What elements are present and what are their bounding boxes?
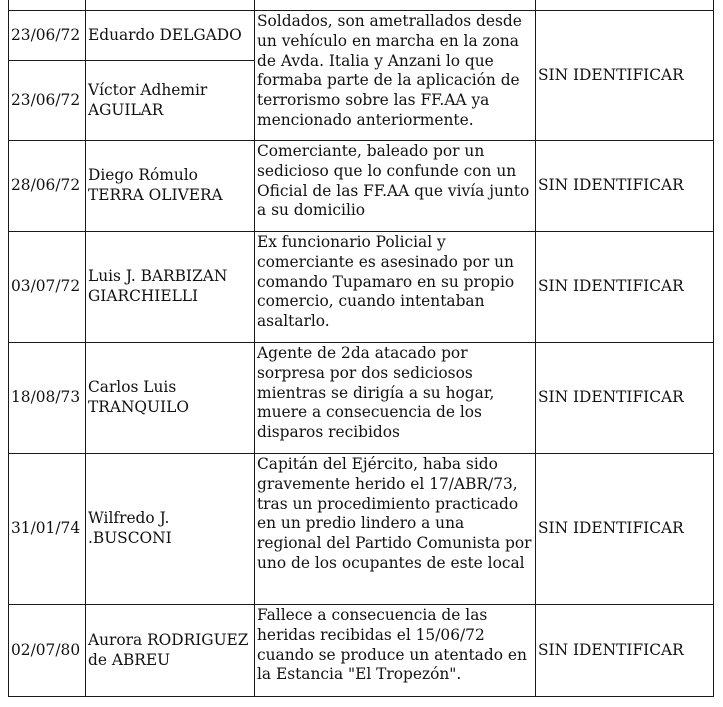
- name-cell: Carlos Luis TRANQUILO: [86, 343, 255, 454]
- name-cell: Luis J. BARBIZAN GIARCHIELLI: [86, 232, 255, 343]
- top-stub-cell: [255, 0, 536, 11]
- description-cell: Comerciante, baleado por un sedicioso que lo confunde con un Oficial de las FF.AA que vivía junto a su domicilio: [255, 141, 536, 232]
- table-row: [9, 605, 714, 697]
- name-cell: Aurora RODRIGUEZ de ABREU: [86, 605, 255, 697]
- table-row: [9, 11, 714, 61]
- name-cell: Víctor Adhemir AGUILAR: [86, 61, 255, 141]
- top-stub-cell: [86, 0, 255, 11]
- description-cell: Capitán del Ejército, haba sido gravemente herido el 17/ABR/73, tras un procedimiento practicado en un predio lindero a una regional del Partido Comunista por uno de los ocupantes de este local: [255, 454, 536, 605]
- status-cell: SIN IDENTIFICAR: [536, 605, 714, 697]
- date-cell: 02/07/80: [9, 605, 86, 697]
- description-cell: Agente de 2da atacado por sorpresa por dos sediciosos mientras se dirigía a su hogar, muere a consecuencia de los disparos recibidos: [255, 343, 536, 454]
- description-cell: Fallece a consecuencia de las heridas recibidas el 15/06/72 cuando se produce un atentado en la Estancia "El Tropezón".: [255, 605, 536, 697]
- table-row: [9, 454, 714, 605]
- victims-table: [8, 0, 714, 697]
- table-row: [9, 141, 714, 232]
- status-cell: SIN IDENTIFICAR: [536, 343, 714, 454]
- top-stub-cell: [9, 0, 86, 11]
- table-row-top-stub: [9, 0, 714, 11]
- description-cell: Soldados, son ametrallados desde un vehículo en marcha en la zona de Avda. Italia y Anzani lo que formaba parte de la aplicación de terrorismo sobre las FF.AA ya mencionado anteriormente.: [255, 11, 536, 141]
- name-cell: Wilfredo J. .BUSCONI: [86, 454, 255, 605]
- table-row: [9, 343, 714, 454]
- date-cell: 23/06/72: [9, 61, 86, 141]
- date-cell: 18/08/73: [9, 343, 86, 454]
- description-cell: Ex funcionario Policial y comerciante es asesinado por un comando Tupamaro en su propio comercio, cuando intentaban asaltarlo.: [255, 232, 536, 343]
- date-cell: 03/07/72: [9, 232, 86, 343]
- top-stub-cell: [536, 0, 714, 11]
- date-cell: 23/06/72: [9, 11, 86, 61]
- table-row: [9, 232, 714, 343]
- status-cell: SIN IDENTIFICAR: [536, 141, 714, 232]
- status-cell: SIN IDENTIFICAR: [536, 232, 714, 343]
- status-cell: SIN IDENTIFICAR: [536, 11, 714, 141]
- status-cell: SIN IDENTIFICAR: [536, 454, 714, 605]
- date-cell: 31/01/74: [9, 454, 86, 605]
- date-cell: 28/06/72: [9, 141, 86, 232]
- name-cell: Eduardo DELGADO: [86, 11, 255, 61]
- name-cell: Diego Rómulo TERRA OLIVERA: [86, 141, 255, 232]
